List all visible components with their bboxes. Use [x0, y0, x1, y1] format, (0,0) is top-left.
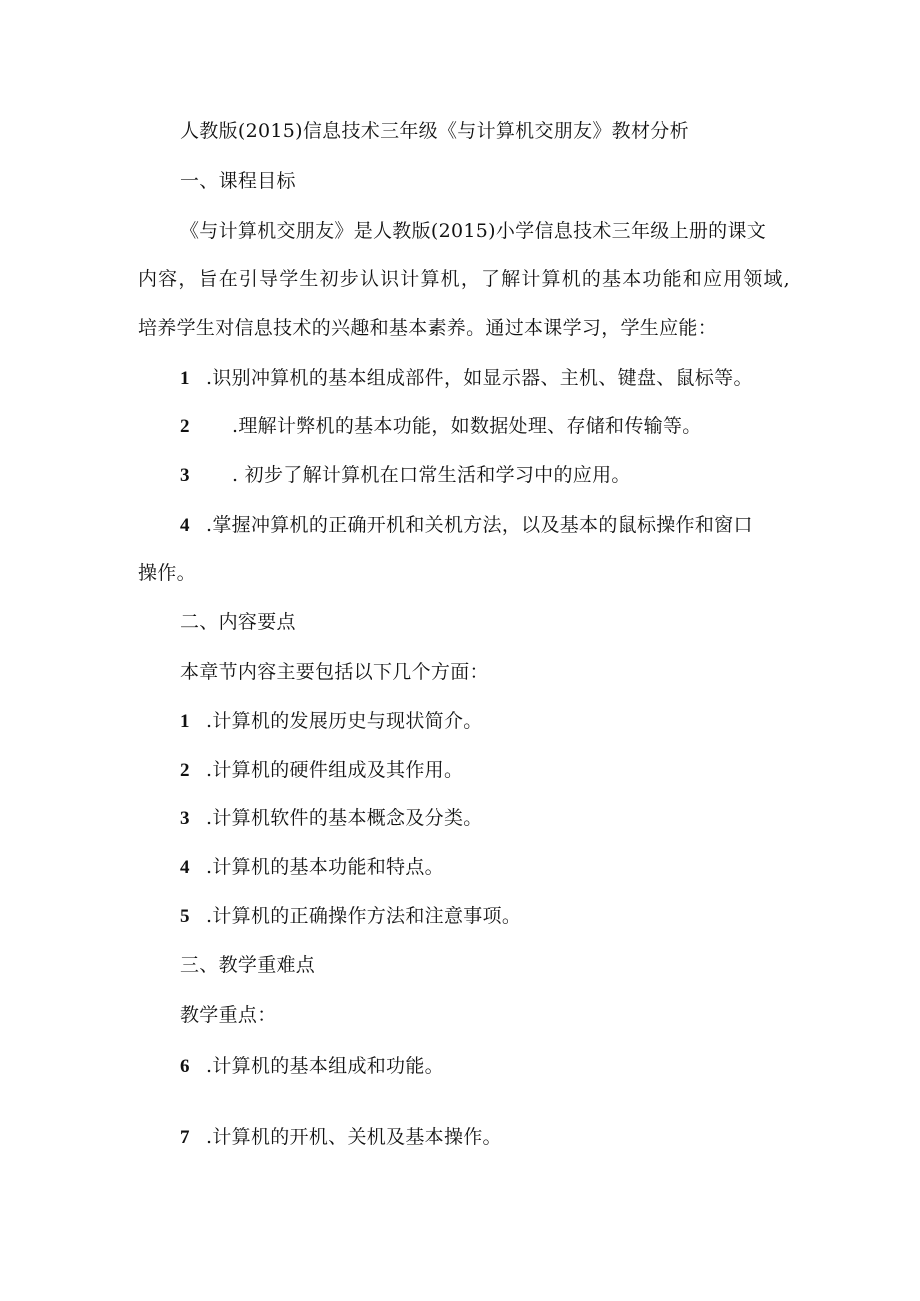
paragraph-line: 内容，旨在引导学生初步认识计算机，了解计算机的基本功能和应用领域,: [138, 268, 790, 290]
list-item-continuation: 操作。: [138, 562, 196, 584]
list-item-text: .计算机的开机、关机及基本操作。: [206, 1126, 502, 1148]
list-item-number: 3: [180, 808, 190, 829]
list-item: [180, 903, 521, 930]
list-item-text: .掌握冲算机的正确开机和关机方法，以及基本的鼠标操作和窗口: [206, 514, 753, 536]
list-item-text: .计算机的基本功能和特点。: [206, 856, 444, 878]
list-item-number: 7: [180, 1127, 190, 1148]
list-item-text: .识别冲算机的基本组成部件，如显示器、主机、键盘、鼠标等。: [206, 367, 753, 389]
section-heading-course-goals: 一、课程目标: [180, 170, 296, 192]
list-item-number: 4: [180, 515, 190, 536]
list-item-text: .理解计弊机的基本功能，如数据处理、存储和传输等。: [232, 415, 702, 437]
list-item-number: 3: [180, 465, 190, 486]
list-item-number: 2: [180, 760, 190, 781]
paragraph-line: 《与计算机交朋友》是人教版(2015)小学信息技术三年级上册的课文: [180, 220, 767, 242]
list-item: [180, 1053, 444, 1080]
list-item-text: .计算机的发展历史与现状简介。: [206, 710, 483, 732]
list-item-text: .计算机的正确操作方法和注意事项。: [206, 905, 522, 927]
list-item-number: 2: [180, 416, 190, 437]
list-item-number: 4: [180, 857, 190, 878]
list-item: [180, 757, 463, 784]
list-item-number: 1: [180, 711, 190, 732]
list-item-text: .计算机软件的基本概念及分类。: [206, 807, 483, 829]
list-item: [180, 854, 444, 881]
paragraph-line: 培养学生对信息技术的兴趣和基本素养。通过本课学习，学生应能：: [138, 317, 718, 339]
list-item: [180, 708, 483, 735]
document-title: 人教版(2015)信息技术三年级《与计算机交朋友》教材分析: [180, 120, 689, 142]
list-item: [180, 805, 483, 832]
section-heading-content-points: 二、内容要点: [180, 611, 296, 633]
paragraph-line: 本章节内容主要包括以下几个方面：: [180, 661, 489, 683]
section-heading-teaching-focus: 三、教学重难点: [180, 954, 316, 976]
list-item: [180, 512, 753, 539]
list-item-text: .计算机的基本组成和功能。: [206, 1055, 444, 1077]
list-item-number: 6: [180, 1056, 190, 1077]
list-item-number: 5: [180, 906, 190, 927]
subheading-teaching-key-points: 教学重点：: [180, 1004, 277, 1026]
list-item-text: . 初步了解计算机在口常生活和学习中的应用。: [232, 464, 631, 486]
list-item-text: .计算机的硬件组成及其作用。: [206, 759, 464, 781]
list-item: [180, 413, 702, 440]
list-item-number: 1: [180, 368, 190, 389]
list-item: [180, 462, 631, 489]
list-item: [180, 1124, 502, 1151]
list-item: [180, 365, 753, 392]
